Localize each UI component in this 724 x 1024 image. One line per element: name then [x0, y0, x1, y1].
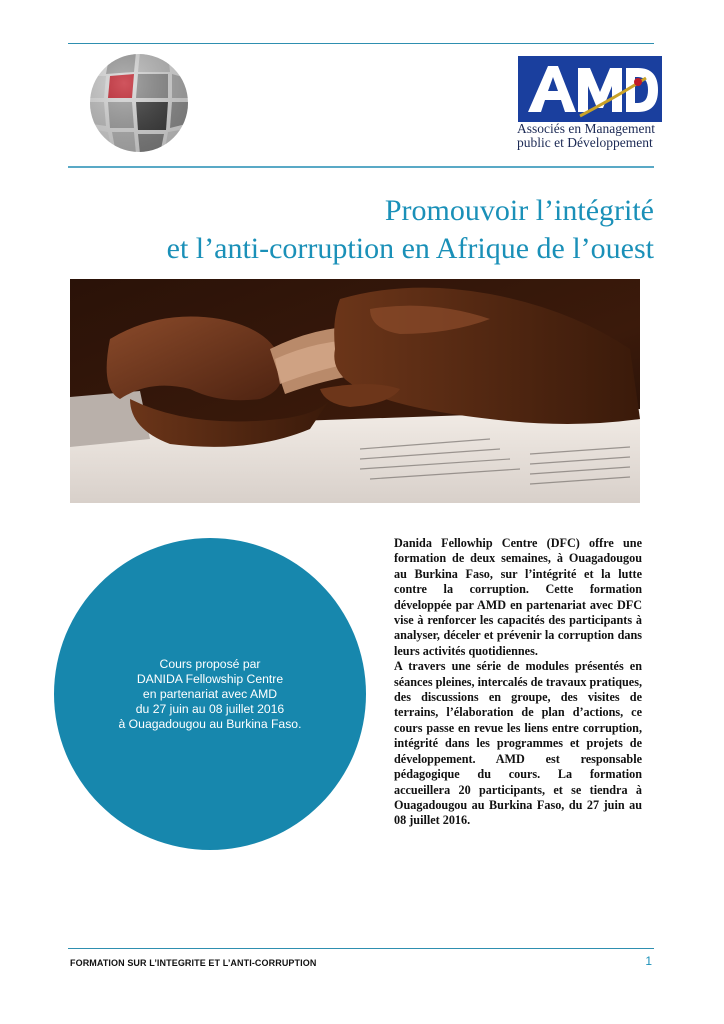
logo-caption: [517, 122, 667, 150]
footer-rule: [68, 948, 654, 949]
body-text: [394, 536, 642, 829]
header-rule: [68, 166, 654, 168]
course-info-circle: [54, 538, 366, 850]
title-line: et l’anti-corruption en Afrique de l’ouest: [166, 232, 654, 265]
course-info-line: Cours proposé par: [159, 656, 261, 671]
page-title: [94, 192, 654, 268]
page-number: 1: [645, 954, 652, 968]
course-info-text: [119, 657, 302, 732]
body-paragraph: A travers une série de modules présentés en séances pleines, intercalés de travaux pratiques, des discussions en groupe, des visites de terrains, l’élaboration de plan d’actions, ce cours passe en revue les liens entre corruption, intégrité dans les programmes et projets de développement. AMD est responsable pédagogique du cours. La formation accueillera 20 participants, et se tiendra à Ouagadougou au Burkina Faso, du 27 juin au 08 juillet 2016.: [394, 659, 642, 828]
amd-logo-icon: [518, 56, 662, 122]
course-info-line: DANIDA Fellowship Centre: [136, 671, 284, 686]
course-info-line: du 27 juin au 08 juillet 2016: [135, 701, 285, 716]
body-paragraph: Danida Fellowhip Centre (DFC) offre une formation de deux semaines, à Ouagadougou au Burkina Faso, sur l’intégrité et la lutte contre la corruption. Cette formation développée par AMD en partenariat avec DFC vise à renforcer les capacités des participants à analyser, déceler et prévenir la corruption dans leurs activités quotidiennes.: [394, 536, 642, 658]
globe-logo-icon: [88, 52, 190, 154]
title-line: Promouvoir l’intégrité: [384, 194, 654, 227]
top-rule: [68, 43, 654, 44]
footer-title: FORMATION SUR L’INTEGRITE ET L’ANTI-CORRUPTION: [70, 958, 317, 968]
logo-caption-line: public et Développement: [517, 135, 653, 150]
logo-caption-line: Associés en Management: [517, 121, 655, 136]
course-info-line: à Ouagadougou au Burkina Faso.: [118, 716, 302, 731]
hands-money-photo: [70, 279, 640, 503]
course-info-line: en partenariat avec AMD: [142, 686, 278, 701]
